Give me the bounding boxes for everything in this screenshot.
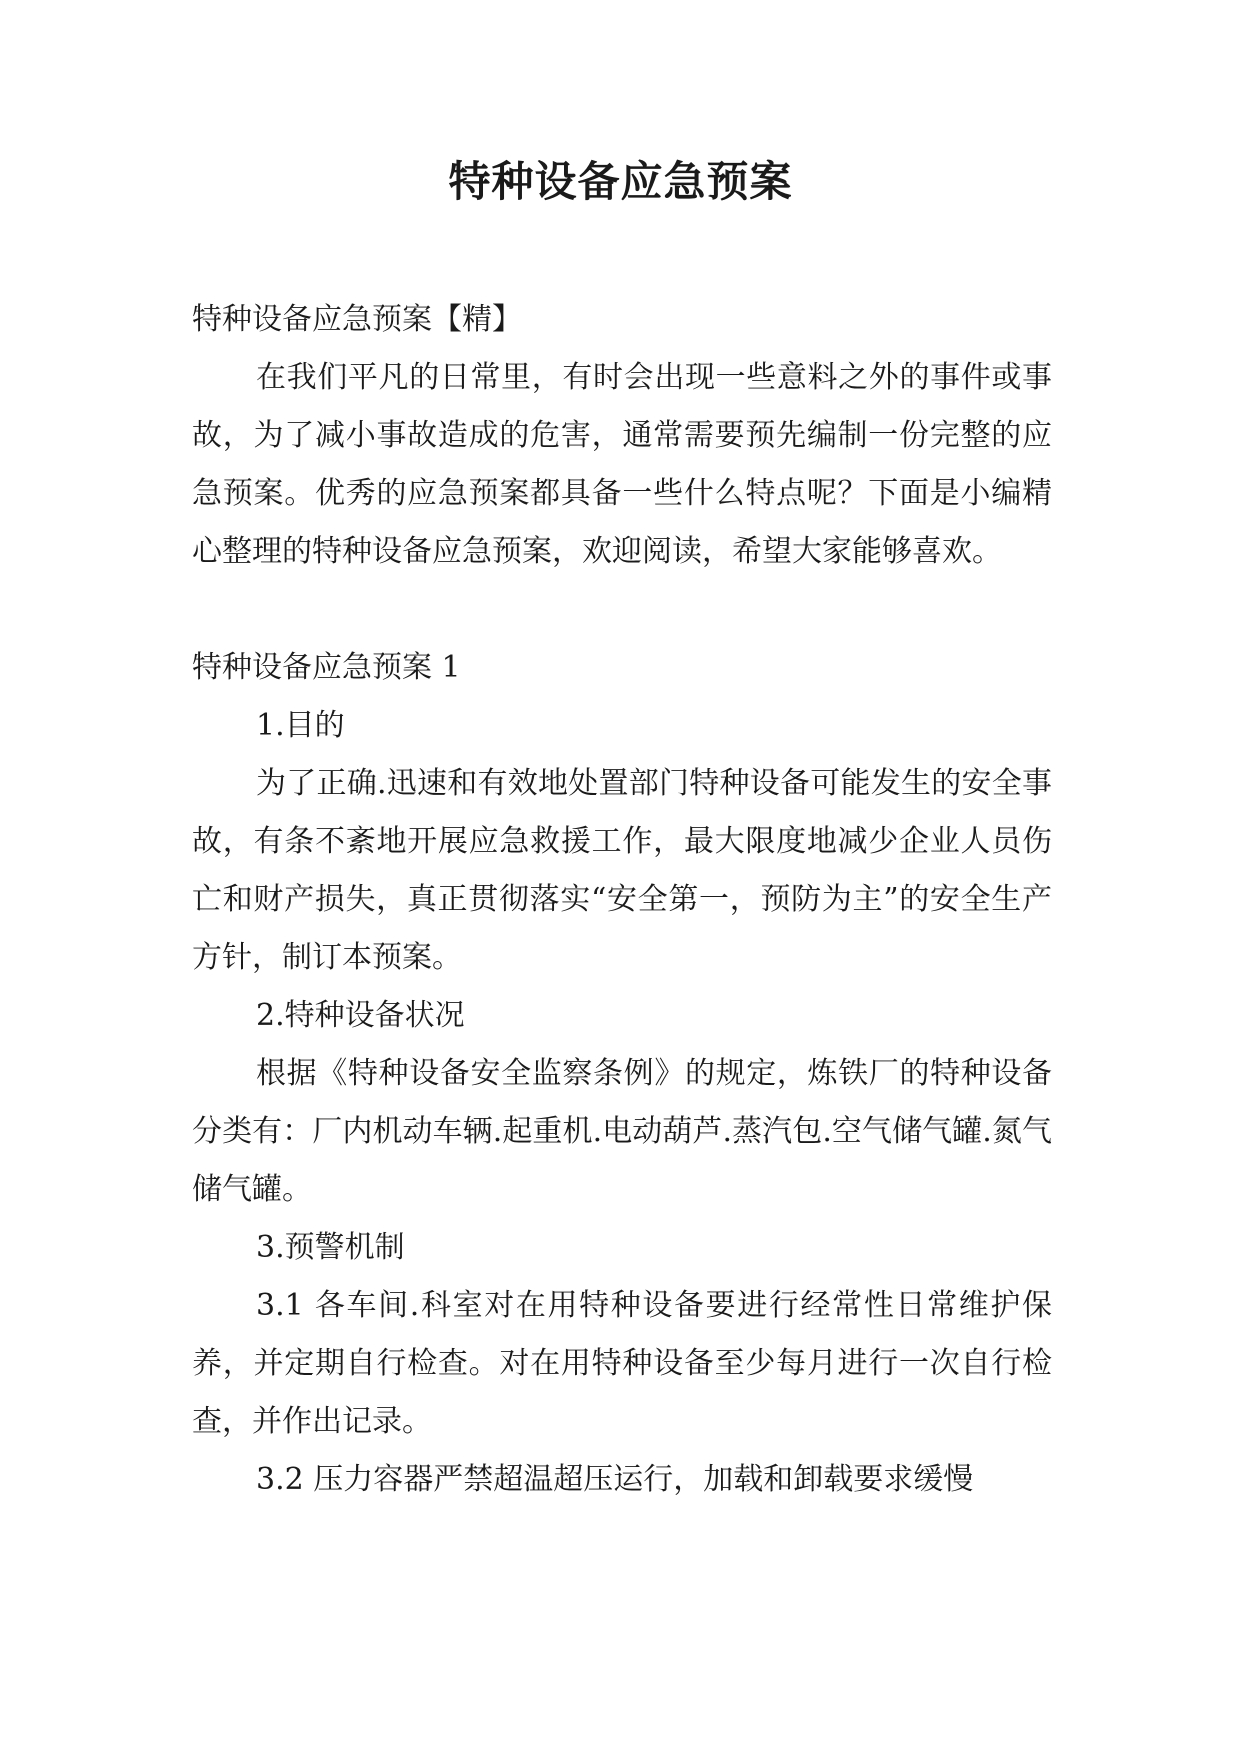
document-body	[192, 291, 1052, 1509]
paragraph-equipment-status: 根据《特种设备安全监察条例》的规定，炼铁厂的特种设备分类有：厂内机动车辆.起重机.电动葫芦.蒸汽包.空气储气罐.氮气储气罐。	[192, 1056, 1052, 1207]
document-title: 特种设备应急预案	[448, 157, 793, 206]
paragraph-3-1: 3.1 各车间.科室对在用特种设备要进行经常性日常维护保养，并定期自行检查。对在用特种设备至少每月进行一次自行检查，并作出记录。	[192, 1288, 1052, 1439]
heading-warning-mechanism: 3.预警机制	[256, 1230, 405, 1265]
paragraph-3-2: 3.2 压力容器严禁超温超压运行，加载和卸载要求缓慢	[256, 1462, 974, 1497]
heading-purpose: 1.目的	[256, 708, 345, 743]
section-spacer	[192, 581, 1052, 639]
section-heading: 特种设备应急预案 1	[192, 650, 461, 685]
document-subtitle: 特种设备应急预案【精】	[192, 302, 522, 337]
intro-paragraph: 在我们平凡的日常里，有时会出现一些意料之外的事件或事故，为了减小事故造成的危害，通常需要预先编制一份完整的应急预案。优秀的应急预案都具备一些什么特点呢？下面是小编精心整理的特种设备应急预案，欢迎阅读，希望大家能够喜欢。	[192, 360, 1052, 569]
heading-equipment-status: 2.特种设备状况	[256, 998, 465, 1033]
paragraph-purpose: 为了正确.迅速和有效地处置部门特种设备可能发生的安全事故，有条不紊地开展应急救援工作，最大限度地减少企业人员伤亡和财产损失，真正贯彻落实“安全第一，预防为主”的安全生产方针，制订本预案。	[192, 766, 1052, 975]
